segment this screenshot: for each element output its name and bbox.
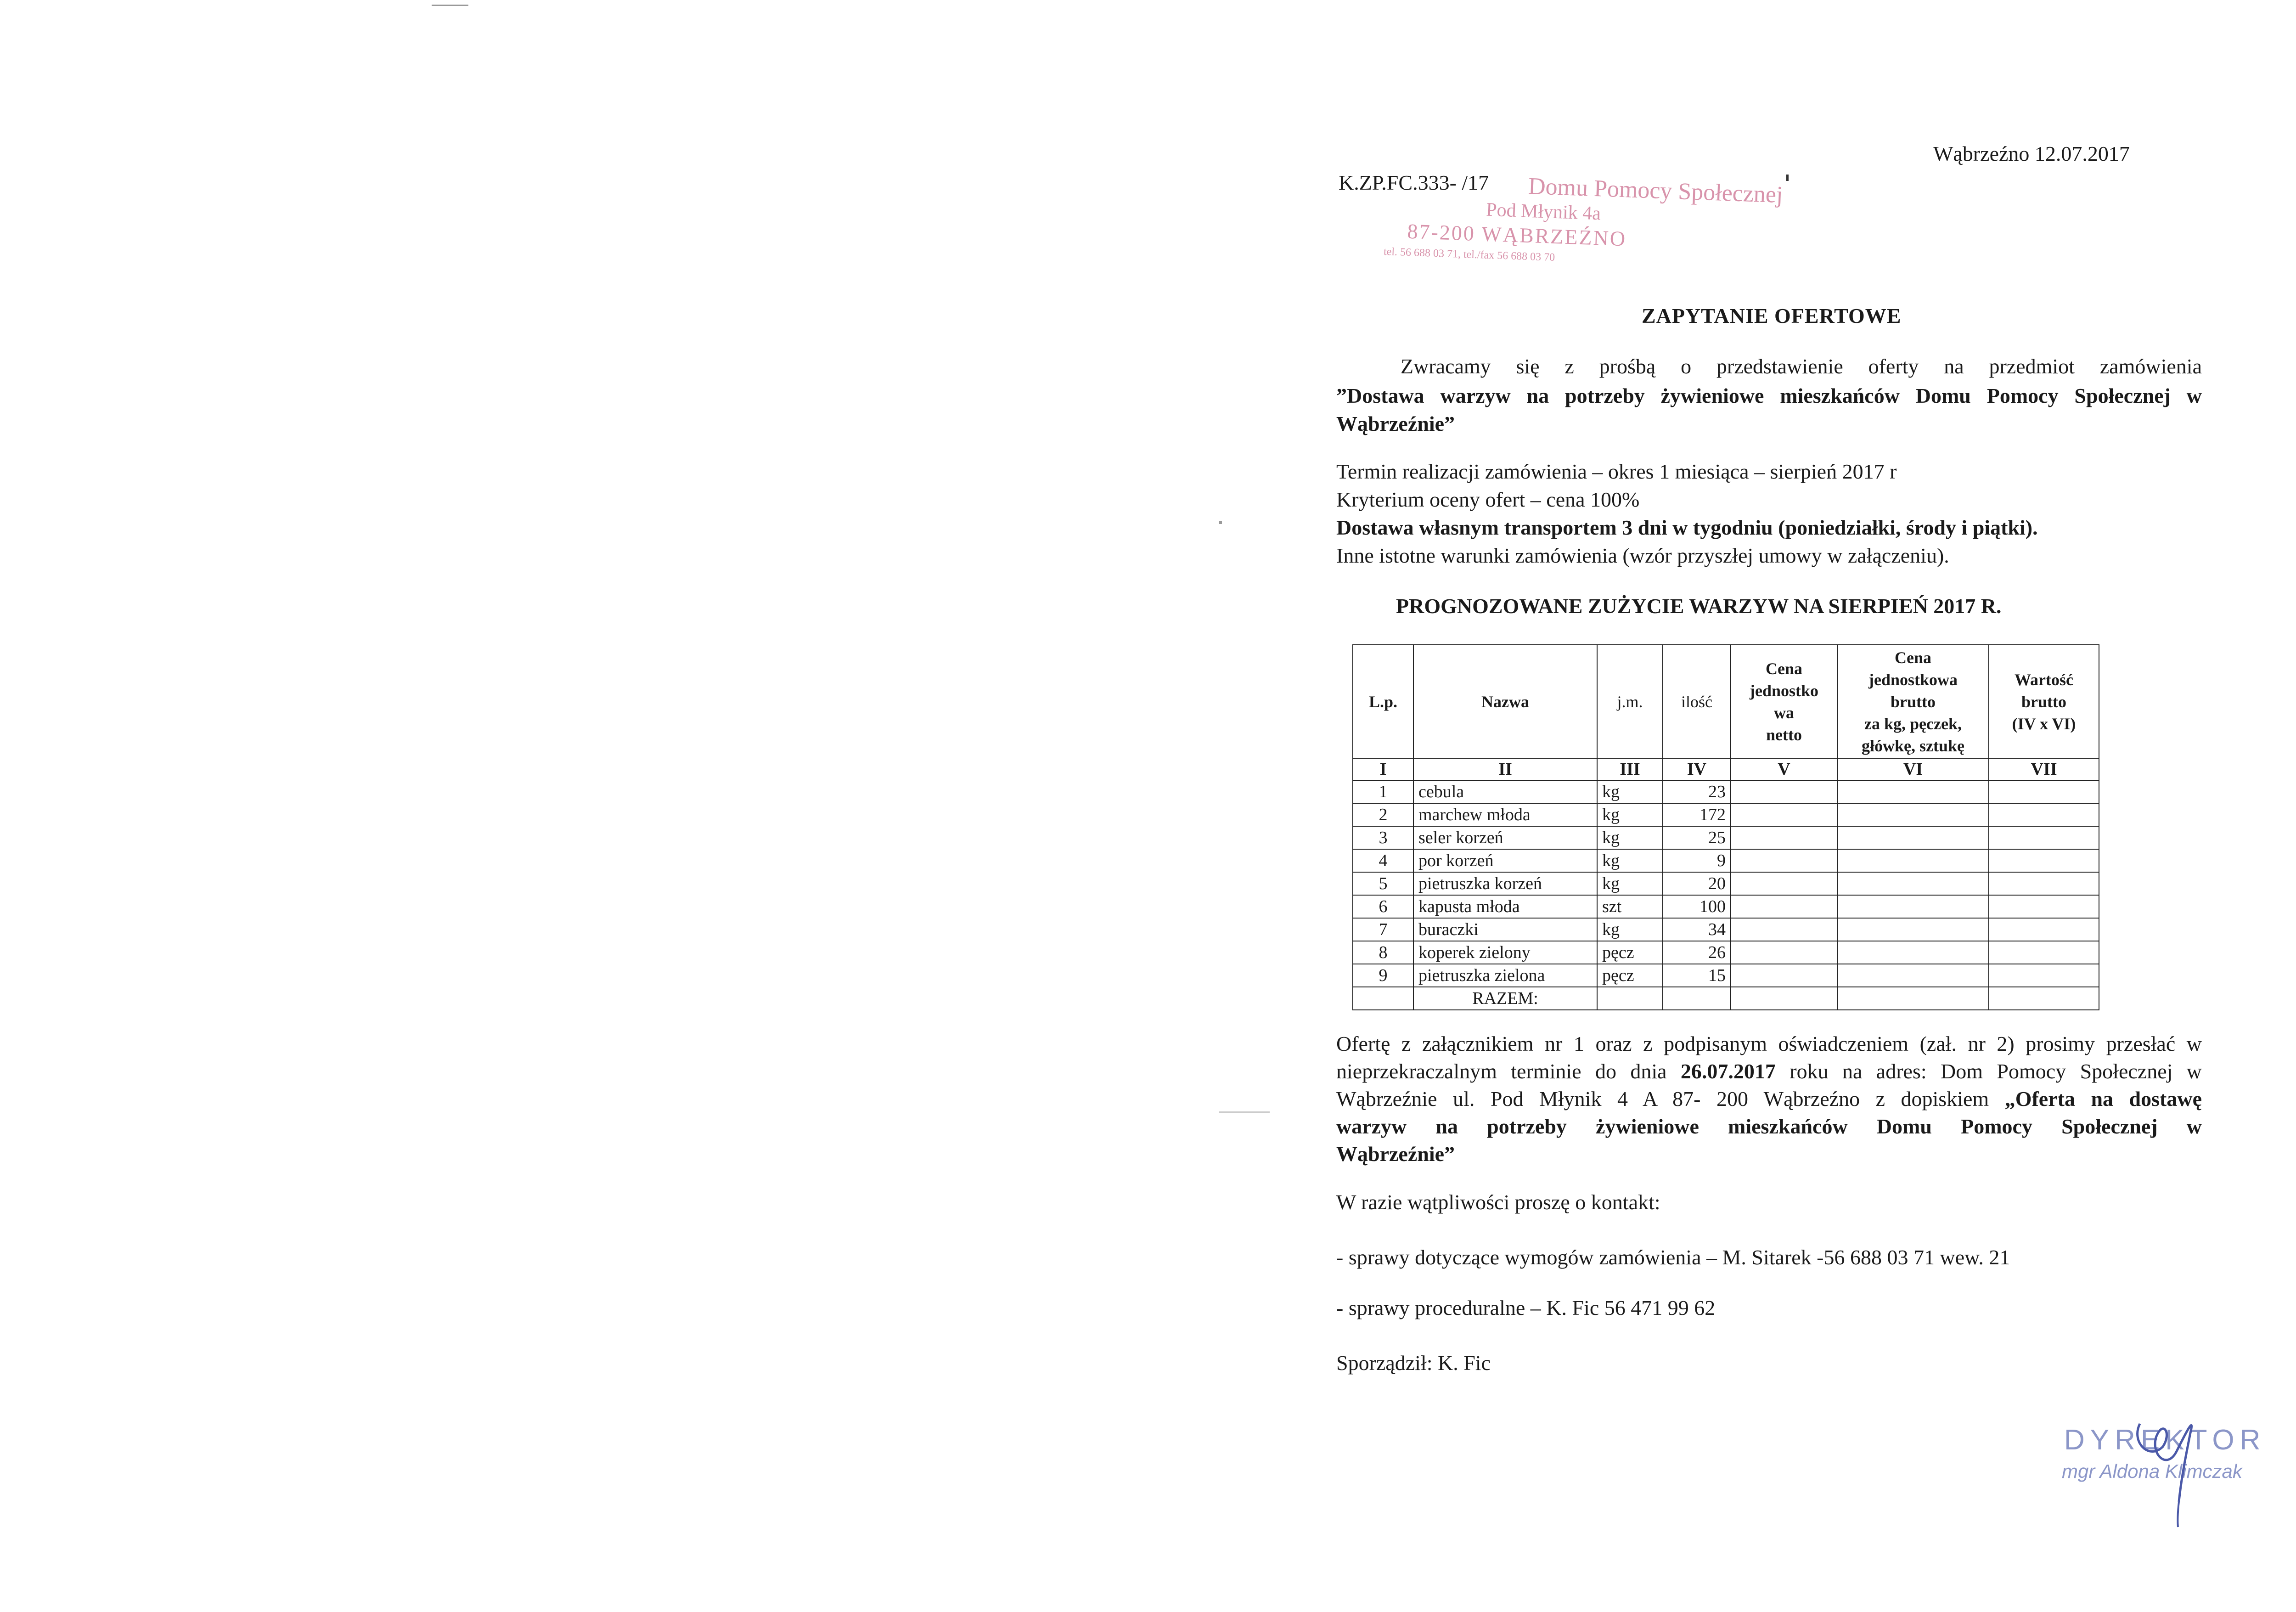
- row-number: 4: [1353, 849, 1413, 872]
- total-gross-price-cell[interactable]: [1837, 987, 1989, 1010]
- empty-cell: [1353, 987, 1413, 1010]
- roman-numeral-row: [1353, 758, 2099, 780]
- column-number: II: [1413, 758, 1597, 780]
- order-subject-end: Wąbrzeźnie”: [1336, 412, 1455, 435]
- contact-intro: W razie wątpliwości proszę o kontakt:: [1336, 1190, 1660, 1214]
- delivery-term: Termin realizacji zamówienia – okres 1 miesiąca – sierpień 2017 r: [1336, 460, 1897, 483]
- row-number: 3: [1353, 826, 1413, 849]
- empty-cell: [1663, 987, 1731, 1010]
- column-number: VI: [1837, 758, 1989, 780]
- item-name: koperek zielony: [1413, 941, 1597, 964]
- row-number: 7: [1353, 918, 1413, 941]
- handwritten-signature-icon: [2057, 1405, 2296, 1529]
- gross-value-cell[interactable]: [1989, 849, 2099, 872]
- header-line: za kg, pęczek,: [1864, 714, 1962, 733]
- total-label: RAZEM:: [1413, 987, 1597, 1010]
- column-header: [1837, 645, 1989, 758]
- gross-price-cell[interactable]: [1837, 895, 1989, 918]
- gross-price-cell[interactable]: [1837, 918, 1989, 941]
- item-quantity: 34: [1663, 918, 1731, 941]
- gross-price-cell[interactable]: [1837, 872, 1989, 895]
- item-quantity: 15: [1663, 964, 1731, 987]
- net-price-cell[interactable]: [1731, 826, 1837, 849]
- item-quantity: 25: [1663, 826, 1731, 849]
- table-row: [1353, 872, 2099, 895]
- item-unit: kg: [1597, 803, 1663, 826]
- submission-line: [1336, 1058, 2202, 1085]
- header-line: brutto: [2021, 692, 2066, 711]
- stamp-line: Domu Pomocy Społecznej: [1528, 173, 1784, 209]
- item-quantity: 23: [1663, 780, 1731, 803]
- gross-price-cell[interactable]: [1837, 941, 1989, 964]
- other-conditions: Inne istotne warunki zamówienia (wzór przyszłej umowy w załączeniu).: [1336, 544, 1949, 567]
- net-price-cell[interactable]: [1731, 780, 1837, 803]
- net-price-cell[interactable]: [1731, 803, 1837, 826]
- header-line: netto: [1766, 725, 1802, 744]
- row-number: 2: [1353, 803, 1413, 826]
- net-price-cell[interactable]: [1731, 872, 1837, 895]
- total-value-cell[interactable]: [1989, 987, 2099, 1010]
- prepared-by: Sporządził: K. Fic: [1336, 1351, 1491, 1375]
- reference-number: K.ZP.FC.333- /17: [1339, 171, 1489, 194]
- gross-value-cell[interactable]: [1989, 803, 2099, 826]
- net-price-cell[interactable]: [1731, 964, 1837, 987]
- row-number: 6: [1353, 895, 1413, 918]
- document-title: ZAPYTANIE OFERTOWE: [1642, 304, 1902, 327]
- director-signature: [2057, 1405, 2296, 1529]
- column-header: ilość: [1663, 645, 1731, 758]
- gross-price-cell[interactable]: [1837, 826, 1989, 849]
- table-row: [1353, 826, 2099, 849]
- empty-cell: [1597, 987, 1663, 1010]
- evaluation-criterion: Kryterium oceny ofert – cena 100%: [1336, 488, 1640, 511]
- vegetable-table: [1352, 644, 2099, 1010]
- submission-text: roku na adres: Dom Pomocy Społecznej w: [1775, 1060, 2202, 1083]
- offer-annotation-end: Wąbrzeźnie”: [1336, 1142, 1455, 1166]
- item-quantity: 20: [1663, 872, 1731, 895]
- table-row: [1353, 918, 2099, 941]
- delivery-conditions: Dostawa własnym transportem 3 dni w tygodniu (poniedziałki, środy i piątki).: [1336, 516, 2038, 539]
- item-unit: kg: [1597, 780, 1663, 803]
- row-number: 1: [1353, 780, 1413, 803]
- total-row: [1353, 987, 2099, 1010]
- item-name: kapusta młoda: [1413, 895, 1597, 918]
- column-number: V: [1731, 758, 1837, 780]
- item-unit: pęcz: [1597, 964, 1663, 987]
- column-header: L.p.: [1353, 645, 1413, 758]
- contact-requirements: - sprawy dotyczące wymogów zamówienia – M. Sitarek -56 688 03 71 wew. 21: [1336, 1246, 2010, 1269]
- column-header: Nazwa: [1413, 645, 1597, 758]
- submission-text: Wąbrzeźnie ul. Pod Młynik 4 A 87- 200 Wąbrzeźno z dopiskiem: [1336, 1087, 2005, 1110]
- scan-mark: [1219, 1111, 1270, 1113]
- gross-value-cell[interactable]: [1989, 964, 2099, 987]
- header-line: Wartość: [2015, 670, 2073, 689]
- item-name: pietruszka korzeń: [1413, 872, 1597, 895]
- item-unit: kg: [1597, 849, 1663, 872]
- item-name: seler korzeń: [1413, 826, 1597, 849]
- column-number: IV: [1663, 758, 1731, 780]
- submission-text: nieprzekraczalnym terminie do dnia: [1336, 1060, 1681, 1083]
- order-subject: ”Dostawa warzyw na potrzeby żywieniowe mieszkańców Domu Pomocy Społecznej w: [1336, 384, 2202, 407]
- stamp-line: tel. 56 688 03 71, tel./fax 56 688 03 70: [1383, 245, 1555, 264]
- director-name: mgr Aldona Klimczak: [2062, 1460, 2242, 1482]
- table-row: [1353, 895, 2099, 918]
- item-unit: kg: [1597, 872, 1663, 895]
- institution-stamp: [1373, 167, 1790, 292]
- stamp-line: Pod Młynik 4a: [1486, 199, 1601, 225]
- gross-price-cell[interactable]: [1837, 780, 1989, 803]
- header-line: wa: [1774, 703, 1794, 722]
- net-price-cell[interactable]: [1731, 895, 1837, 918]
- row-number: 9: [1353, 964, 1413, 987]
- item-unit: kg: [1597, 918, 1663, 941]
- column-header: [1989, 645, 2099, 758]
- scan-mark: [1786, 175, 1789, 181]
- stamp-line: 87-200 WĄBRZEŹNO: [1407, 219, 1627, 251]
- column-number: I: [1353, 758, 1413, 780]
- item-unit: pęcz: [1597, 941, 1663, 964]
- item-quantity: 172: [1663, 803, 1731, 826]
- gross-price-cell[interactable]: [1837, 803, 1989, 826]
- gross-value-cell[interactable]: [1989, 826, 2099, 849]
- gross-value-cell[interactable]: [1989, 780, 2099, 803]
- header-line: jednostkowa: [1868, 670, 1958, 689]
- column-number: VII: [1989, 758, 2099, 780]
- column-number: III: [1597, 758, 1663, 780]
- column-header: [1731, 645, 1837, 758]
- table-row: [1353, 803, 2099, 826]
- submission-line: [1336, 1085, 2202, 1113]
- submission-line: Ofertę z załącznikiem nr 1 oraz z podpisanym oświadczeniem (zał. nr 2) prosimy przesłać w: [1336, 1032, 2202, 1055]
- header-line: Cena: [1895, 648, 1931, 667]
- net-price-cell[interactable]: [1731, 918, 1837, 941]
- header-line: brutto: [1891, 692, 1936, 711]
- offer-annotation: „Oferta na dostawę: [2004, 1087, 2202, 1110]
- place-and-date: Wąbrzeźno 12.07.2017: [1933, 142, 2130, 165]
- item-quantity: 9: [1663, 849, 1731, 872]
- header-line: Cena: [1766, 659, 1802, 678]
- item-unit: szt: [1597, 895, 1663, 918]
- row-number: 5: [1353, 872, 1413, 895]
- column-header: j.m.: [1597, 645, 1663, 758]
- table-row: [1353, 849, 2099, 872]
- scan-mark: [432, 5, 468, 6]
- item-name: cebula: [1413, 780, 1597, 803]
- total-net-cell[interactable]: [1731, 987, 1837, 1010]
- item-name: buraczki: [1413, 918, 1597, 941]
- gross-value-cell[interactable]: [1989, 895, 2099, 918]
- table-title: PROGNOZOWANE ZUŻYCIE WARZYW NA SIERPIEŃ 2017 R.: [1396, 594, 2002, 618]
- row-number: 8: [1353, 941, 1413, 964]
- table-header-row: [1353, 645, 2099, 758]
- gross-price-cell[interactable]: [1837, 849, 1989, 872]
- gross-price-cell[interactable]: [1837, 964, 1989, 987]
- net-price-cell[interactable]: [1731, 849, 1837, 872]
- header-line: (IV x VI): [2012, 714, 2076, 733]
- gross-value-cell[interactable]: [1989, 872, 2099, 895]
- intro-text: Zwracamy się z prośbą o przedstawienie oferty na przedmiot zamówienia: [1401, 355, 2202, 378]
- header-line: jednostko: [1749, 681, 1819, 700]
- table-row: [1353, 941, 2099, 964]
- director-title: DYREKTOR: [2064, 1424, 2266, 1456]
- table-row: [1353, 780, 2099, 803]
- table-row: [1353, 964, 2099, 987]
- header-line: główkę, sztukę: [1862, 736, 1964, 755]
- item-name: marchew młoda: [1413, 803, 1597, 826]
- item-name: pietruszka zielona: [1413, 964, 1597, 987]
- gross-value-cell[interactable]: [1989, 941, 2099, 964]
- contact-procedural: - sprawy proceduralne – K. Fic 56 471 99 62: [1336, 1296, 1716, 1319]
- gross-value-cell[interactable]: [1989, 918, 2099, 941]
- offer-annotation: warzyw na potrzeby żywieniowe mieszkańców Domu Pomocy Społecznej w: [1336, 1115, 2202, 1138]
- item-quantity: 26: [1663, 941, 1731, 964]
- scan-mark: [1219, 521, 1222, 524]
- deadline-date: 26.07.2017: [1680, 1060, 1776, 1083]
- item-unit: kg: [1597, 826, 1663, 849]
- net-price-cell[interactable]: [1731, 941, 1837, 964]
- item-quantity: 100: [1663, 895, 1731, 918]
- item-name: por korzeń: [1413, 849, 1597, 872]
